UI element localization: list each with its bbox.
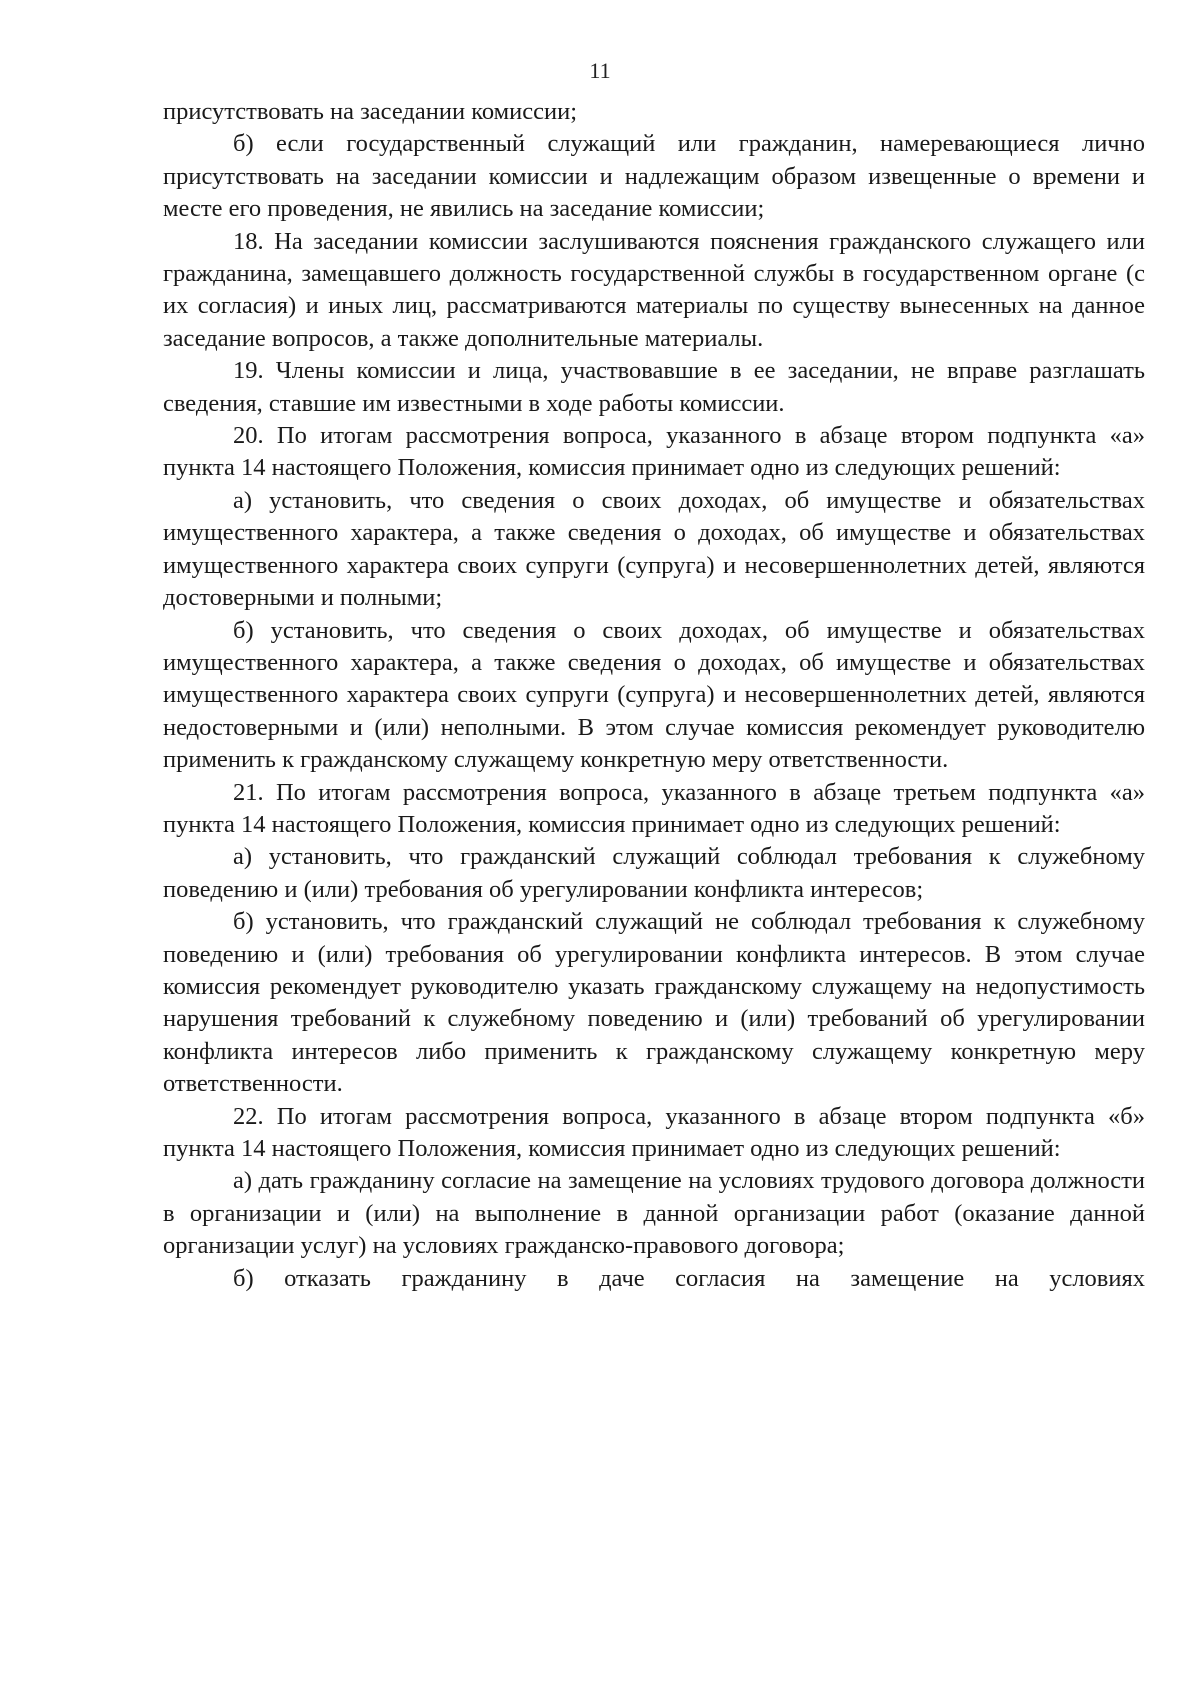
paragraph: а) дать гражданину согласие на замещение на условиях трудового договора должности в организации и (или) на выполнение в данной организации работ (оказание данной организации услуг) на условиях гражданско-правового договора; (163, 1167, 1145, 1260)
paragraph: 21. По итогам рассмотрения вопроса, указанного в абзаце третьем подпункта «а» пункта 14 настоящего Положения, комиссия принимает одно из следующих решений: (163, 778, 1145, 838)
paragraph: 18. На заседании комиссии заслушиваются пояснения гражданского служащего или гражданина, замещавшего должность государственной службы в государственном органе (с их согласия) и иных лиц, рассматриваются материалы по существу вынесенных на данное заседание вопросов, а также дополнительные материалы. (163, 227, 1145, 352)
paragraph: а) установить, что гражданский служащий соблюдал требования к служебному поведению и (или) требования об урегулировании конфликта интересов; (163, 843, 1145, 903)
paragraph: присутствовать на заседании комиссии; (163, 98, 578, 125)
paragraph: б) отказать гражданину в даче согласия на замещение на условиях (233, 1264, 1145, 1292)
document-body (163, 96, 1145, 1295)
paragraph: 20. По итогам рассмотрения вопроса, указанного в абзаце втором подпункта «а» пункта 14 настоящего Положения, комиссия принимает одно из следующих решений: (163, 422, 1145, 482)
page-number: 11 (589, 58, 611, 83)
paragraph: а) установить, что сведения о своих доходах, об имуществе и обязательствах имущественного характера, а также сведения о доходах, об имуществе и обязательствах имущественного характера своих супруги (супруга) и несовершеннолетних детей, являются достоверными и полными; (163, 486, 1145, 612)
paragraph: 19. Члены комиссии и лица, участвовавшие в ее заседании, не вправе разглашать сведения, ставшие им известными в ходе работы комиссии. (163, 357, 1145, 417)
paragraph: б) установить, что сведения о своих доходах, об имуществе и обязательствах имущественного характера, а также сведения о доходах, об имуществе и обязательствах имущественного характера своих супруги (супруга) и несовершеннолетних детей, являются недостоверными и (или) неполными. В этом случае комиссия рекомендует руководителю применить к гражданскому служащему конкретную меру ответственности. (163, 616, 1145, 774)
paragraph: б) установить, что гражданский служащий не соблюдал требования к служебному поведению и (или) требования об урегулировании конфликта интересов. В этом случае комиссия рекомендует руководителю указать гражданскому служащему на недопустимость нарушения требований к служебному поведению и (или) требований об урегулировании конфликта интересов либо применить к гражданскому служащему конкретную меру ответственности. (163, 908, 1145, 1098)
paragraph: б) если государственный служащий или гражданин, намеревающиеся лично присутствовать на заседании комиссии и надлежащим образом извещенные о времени и месте его проведения, не явились на заседание комиссии; (163, 130, 1145, 223)
paragraph: 22. По итогам рассмотрения вопроса, указанного в абзаце втором подпункта «б» пункта 14 настоящего Положения, комиссия принимает одно из следующих решений: (163, 1102, 1145, 1162)
